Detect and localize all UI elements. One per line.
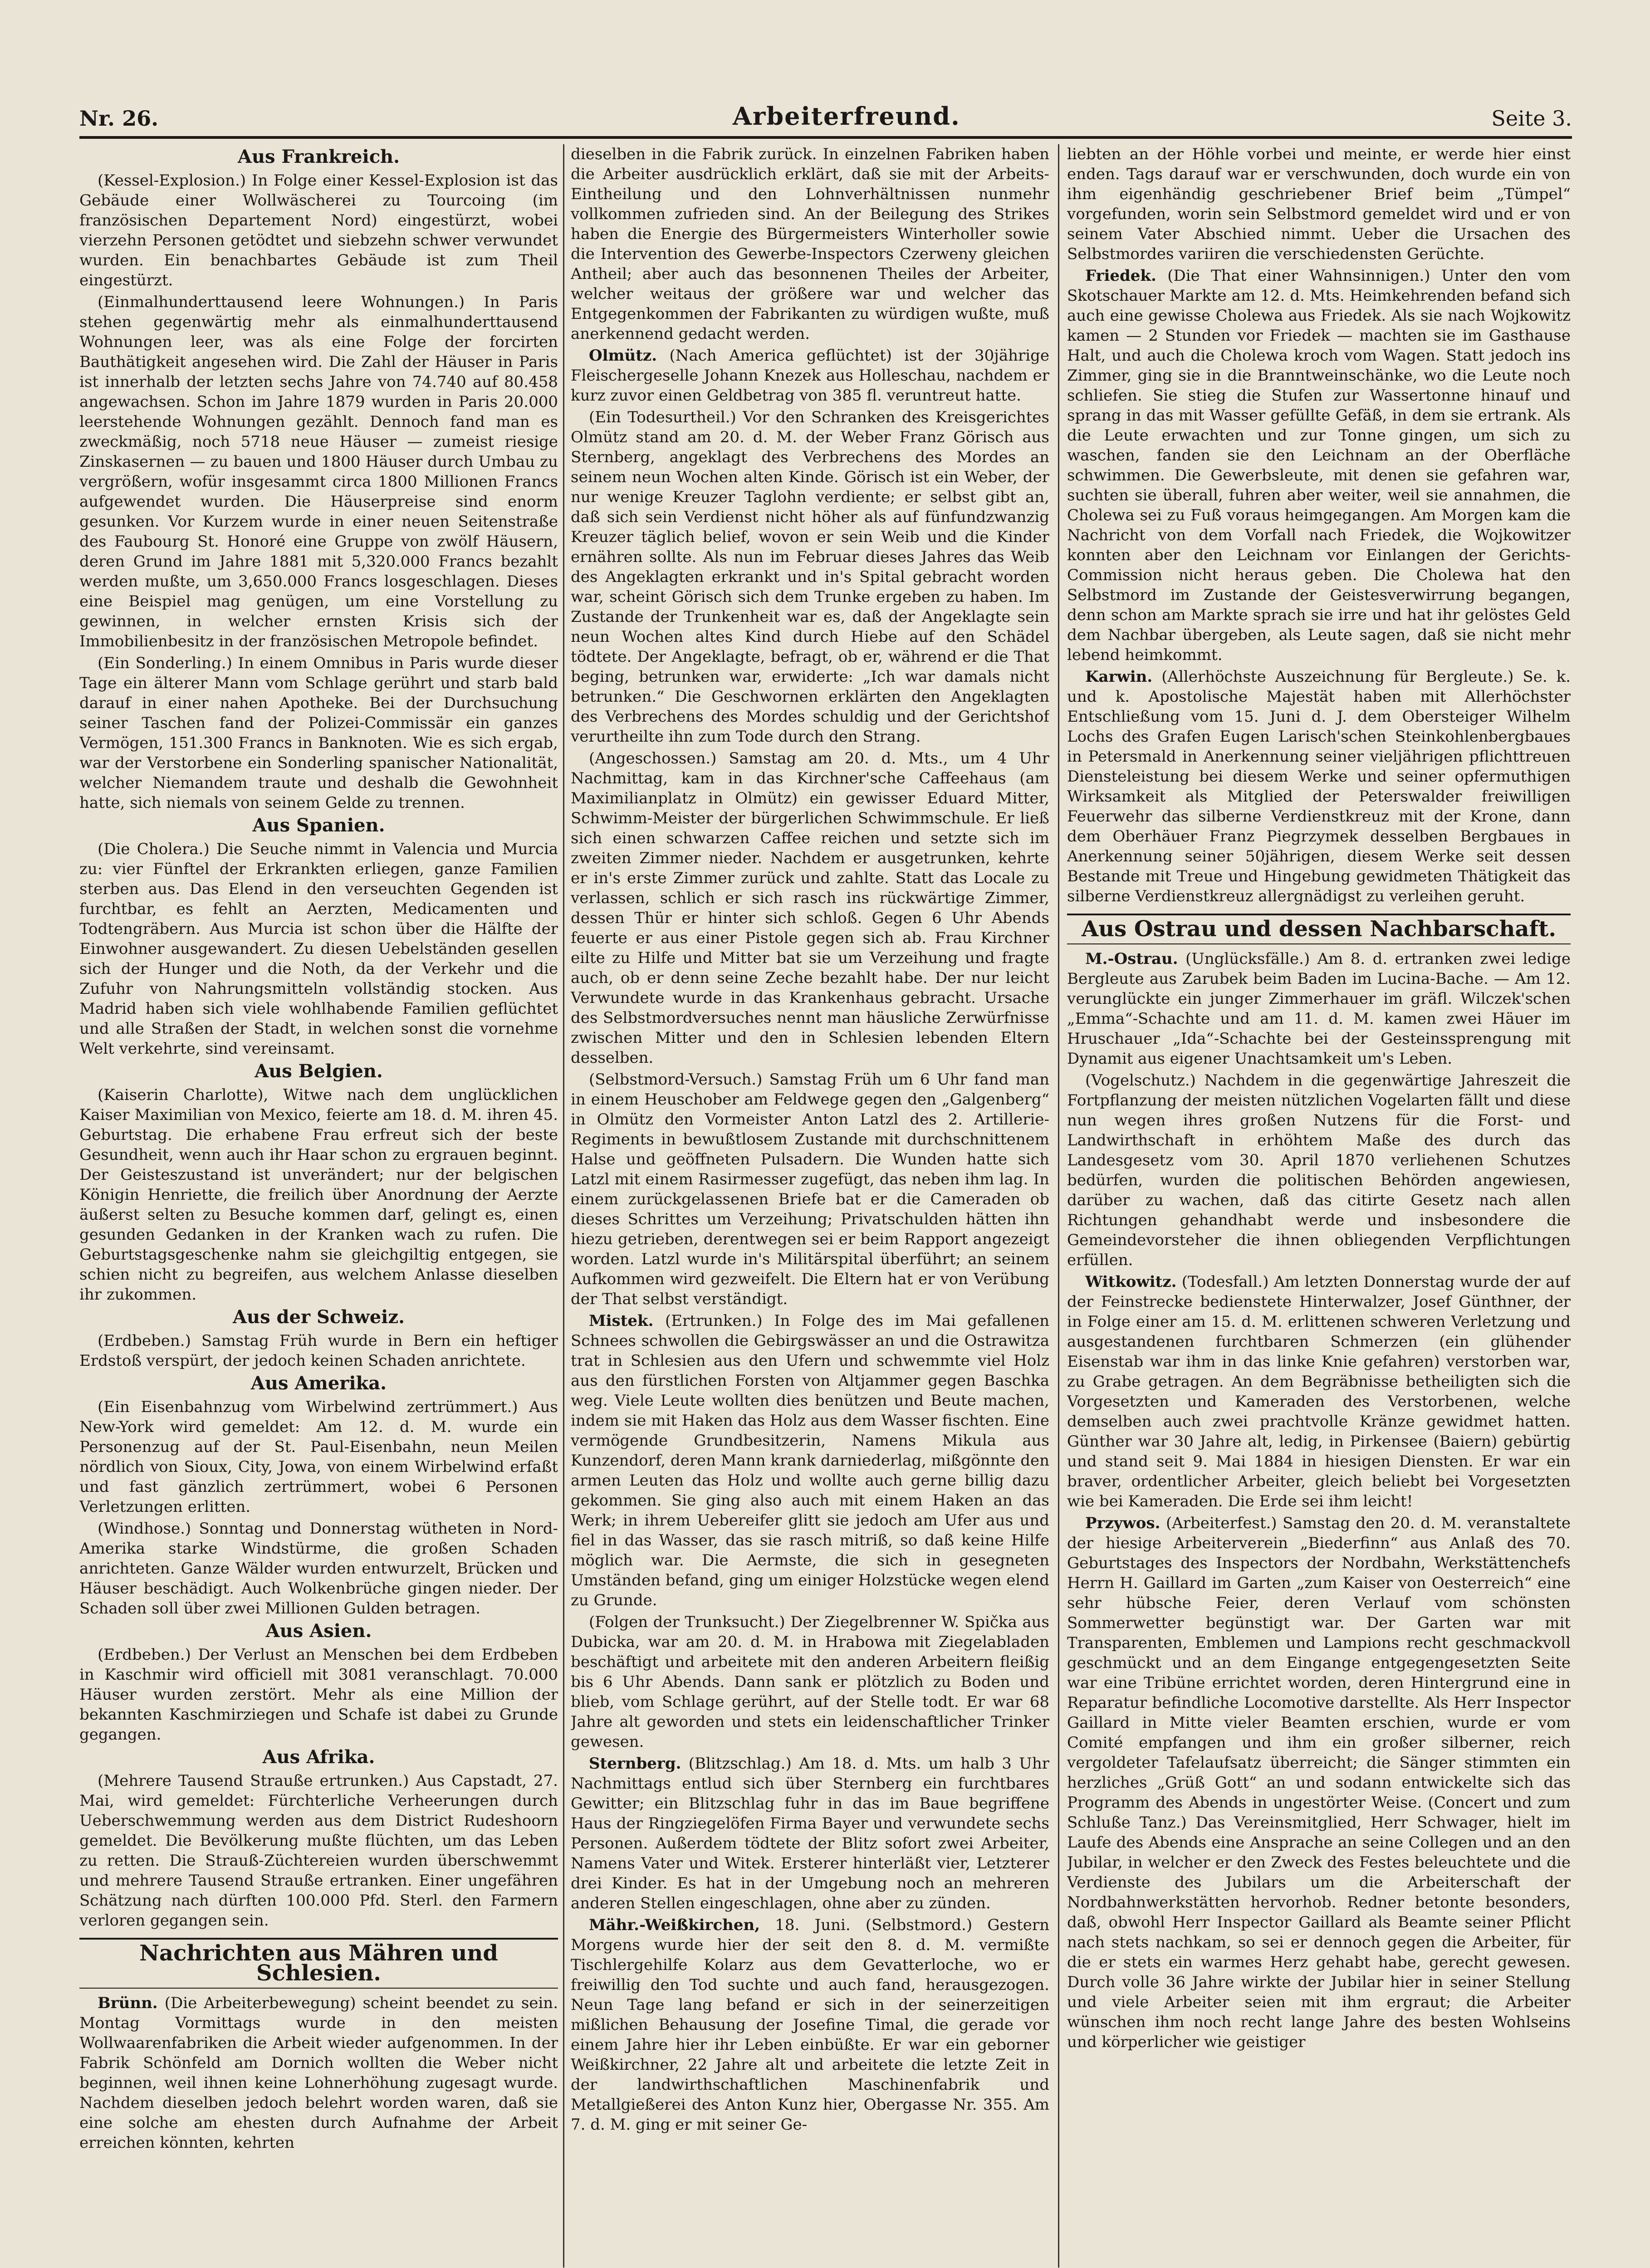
article-paragraph: dieselben in die Fabrik zurück. In einzelnen Fabriken haben die Arbeiter ausdrücklich erklärt, daß sie mit der Arbeits-Eintheilung und den Lohnverhältnissen nunmehr vollkommen zufrieden sind. An der Beilegung des Strikes haben die Energie des Bürgermeisters Winterholler sowie die Intervention des Gewerbe-Inspectors Czerweny gleichen Antheil; aber auch das besonnenen Theiles der Arbeiter, welcher weitaus der größere war und welcher das Entgegenkommen der Fabrikanten zu würdigen wußte, muß anerkennend gedacht werden.: [571, 145, 1049, 343]
article-paragraph: [1067, 266, 1571, 665]
page-number: Seite 3.: [1491, 106, 1572, 131]
article-text: (Arbeiterfest.) Samstag den 20. d. M. veranstaltete der hiesige Arbeiterverein „Biederfinn“ aus Anlaß des 70. Geburtstages des Inspectors der Nordbahn, Werkstättenchefs Herrn H. Gaillard im Garten „zum Kaiser von Oesterreich“ eine sehr hübsche Feier, deren Verlauf vom schönsten Sommerwetter begünstigt war. Der Garten war mit Transparenten, Emblemen und Lampions recht geschmackvoll geschmückt und an dem Eingange entgegengesetzten Seite war eine Tribüne errichtet worden, deren Hintergrund eine in Reparatur befindliche Locomotive darstellte. Als Herr Inspector Gaillard in Mitte vieler Beamten erschien, wurde er vom Comité empfangen und ihm ein großer silberner, reich vergoldeter Tafelaufsatz überreicht; die Sänger stimmten ein herzliches „Grüß Gott“ an und sodann entwickelte sich das Programm des Abends in ungestörter Weise. (Concert und zum Schluße Tanz.) Das Vereinsmitglied, Herr Schwager, hielt im Laufe des Abends eine Ansprache an seine Collegen und an den Jubilar, in welcher er den Zweck des Festes beleuchtete und die Verdienste des Jubilars um die Arbeiterschaft der Nordbahnwerkstätten hervorhob. Redner betonte besonders, daß, obwohl Herr Inspector Gaillard als Beamte seiner Pflicht nach stets nachkam, so sei er dennoch gegen die Arbeiter, für die er stets ein warmes Herz gehabt habe, gerecht gewesen. Durch volle 36 Jahre wirkte der Jubilar hier in seiner Stellung und viele Arbeiter seien mit ihm ergraut; die Arbeiter wünschen ihm noch recht lange Jahre des besten Wohlseins und körperlicher wie geistiger: [1067, 1514, 1571, 2051]
section-rule: [1067, 914, 1571, 915]
section-heading-frankreich: Aus Frankreich.: [237, 146, 400, 167]
article-paragraph: liebten an der Höhle vorbei und meinte, er werde hier einst enden. Tags darauf war er verschwunden, doch wurde ein von ihm eigenhändig geschriebener Brief beim „Tümpel“ vorgefunden, worin sein Selbstmord gemeldet wird und er von seinem Vater Abschied nimmt. Ueber die Ursachen des Selbstmordes variiren die verschiedensten Gerüchte.: [1067, 145, 1571, 263]
article-paragraph: (Kessel-Explosion.) In Folge einer Kessel-Explosion ist das Gebäude einer Wollwäscherei zu Tourcoing (im französischen Departement Nord) eingestürzt, wobei vierzehn Personen getödtet und siebzehn schwer verwundet wurden. Ein benachbartes Gebäude ist zum Theil eingestürzt.: [79, 171, 558, 289]
section-heading-schweiz: Aus der Schweiz.: [232, 1306, 405, 1328]
section-heading-maehren: Nachrichten aus Mähren und Schlesien.: [139, 1941, 498, 1986]
section-rule: [79, 1938, 558, 1940]
article-paragraph: (Die Cholera.) Die Seuche nimmt in Valencia und Murcia zu: vier Fünftel der Erkrankten erliegen, ganze Familien sterben aus. Das Elend in den verseuchten Gegenden ist furchtbar, es fehlt an Aerzten, Medicamenten und Todtengräbern. Aus Murcia ist schon über die Hälfte der Einwohner ausgewandert. Zu diesen Uebelständen gesellen sich der Hunger und die Noth, da der Verkehr und die Zufuhr von Nahrungsmitteln vollständig stocken. Aus Madrid haben sich viele wohlhabende Familien geflüchtet und alle Straßen der Stadt, in welchen sonst die vornehme Welt verkehrte, sind vereinsamt.: [79, 840, 558, 1058]
article-paragraph: [79, 1993, 558, 2153]
article-paragraph: (Windhose.) Sonntag und Donnerstag wütheten in Nord-Amerika starke Windstürme, die großen Schaden anrichteten. Ganze Wälder wurden entwurzelt, Brücken und Häuser beschädigt. Auch Wolkenbrüche gingen nieder. Der Schaden soll über zwei Millionen Gulden betragen.: [79, 1520, 558, 1618]
article-paragraph: (Erdbeben.) Der Verlust an Menschen bei dem Erdbeben in Kaschmir wird officiell mit 3081 veranschlagt. 70.000 Häuser wurden zerstört. Mehr als eine Million der bekannten Kaschmirziegen und Schafe ist dabei zu Grunde gegangen.: [79, 1646, 558, 1744]
article-paragraph: (Einmalhunderttausend leere Wohnungen.) In Paris stehen gegenwärtig mehr als einmalhunderttausend Wohnungen leer, was als eine Folge der forcirten Bauthätigkeit angesehen wird. Die Zahl der Häuser in Paris ist innerhalb der letzten sechs Jahre von 74.740 auf 80.458 angewachsen. Schon im Jahre 1879 wurden in Paris 20.000 leerstehende Wohnungen gezählt. Dennoch fand man es zweckmäßig, noch 5718 neue Häuser — zumeist riesige Zinskasernen — zu bauen und 1800 Häuser durch Umbau zu vergrößern, wofür insgesammt circa 1800 Millionen Francs aufgewendet wurden. Die Häuserpreise sind enorm gesunken. Vor Kurzem wurde in einer neuen Seitenstraße des Faubourg St. Honoré eine Gruppe von zwölf Häusern, deren Grund im Jahre 1881 mit 5,320.000 Francs bezahlt werden mußte, um 3,650.000 Francs losgeschlagen. Dieses eine Beispiel mag genügen, um eine Vorstellung zu gewinnen, in welcher ernsten Krisis sich der Immobilienbesitz in der französischen Metropole befindet.: [79, 293, 558, 650]
article-paragraph: (Angeschossen.) Samstag am 20. d. Mts., um 4 Uhr Nachmittag, kam in das Kirchner'sche Caffeehaus (am Maximilianplatz in Olmütz) ein gewisser Eduard Mitter, Schwimm-Meister der bürgerlichen Schwimmschule. Er ließ sich einen schwarzen Caffee reichen und setzte sich im zweiten Zimmer nieder. Nachdem er ausgetrunken, kehrte er in's erste Zimmer zurück und zahlte. Statt das Locale zu verlassen, schlich er sich rasch ins rückwärtige Zimmer, dessen Thür er hinter sich schloß. Gegen 6 Uhr Abends feuerte er aus einer Pistole gegen sich ab. Frau Kirchner eilte zu Hilfe und Mitter bat sie um Verzeihung und fragte auch, ob er denn seine Zeche bezahlt habe. Der nur leicht Verwundete wurde in das Krankenhaus gebracht. Ursache des Selbstmordversuches nennt man häusliche Zerwürfnisse zwischen Mitter und den in Schlesien lebenden Eltern desselben.: [571, 749, 1049, 1067]
place-name: Witkowitz.: [1085, 1273, 1177, 1291]
column-1: [79, 144, 558, 2268]
place-name: M.-Ostrau.: [1085, 950, 1178, 968]
column-2: [571, 144, 1049, 2268]
place-name: Sternberg.: [589, 1755, 681, 1773]
place-name: Karwin.: [1085, 668, 1153, 686]
section-heading-spanien: Aus Spanien.: [252, 815, 385, 836]
place-name: Mähr.-Weißkirchen,: [589, 1916, 760, 1934]
article-text: (Ertrunken.) In Folge des im Mai gefallenen Schnees schwollen die Gebirgswässer an und die Ostrawitza trat in Schlesien aus den Ufern und schwemmte viel Holz aus den fürstlichen Forsten von Altjammer gegen Baschka weg. Viele Leute wollten dies benützen und Beute machen, indem sie mit Haken das Holz aus dem Wasser fischten. Eine vermögende Grundbesitzerin, Namens Mikula aus Kunzendorf, deren Mann krank darniederlag, mißgönnte den armen Leuten das Holz und wollte auch gerne billig dazu gekommen. Sie ging also auch mit einem Haken an das Werk; in ihrem Uebereifer glitt sie jedoch am Ufer aus und fiel in das Wasser, das sie rasch mitriß, so daß keine Hilfe möglich war. Die Aermste, die sich in gesegneten Umständen befand, ging um einiger Holzstücke wegen elend zu Grunde.: [571, 1312, 1049, 1609]
article-paragraph: [571, 1915, 1049, 2135]
section-heading-amerika: Aus Amerika.: [250, 1373, 387, 1394]
place-name: Olmütz.: [589, 347, 657, 365]
article-paragraph: [571, 1311, 1049, 1610]
article-text: (Blitzschlag.) Am 18. d. Mts. um halb 3 Uhr Nachmittags entlud sich über Sternberg ein furchtbares Gewitter; ein Blitzschlag fuhr in das im Baue begriffene Haus der Ringziegelöfen Firma Bayer und verwundete sechs Personen. Außerdem tödtete der Blitz sofort zwei Arbeiter, Namens Vater und Witek. Ersterer hinterläßt vier, Letzterer drei Kinder. Es hat in der Umgebung noch an mehreren anderen Stellen eingeschlagen, ohne aber zu zünden.: [571, 1755, 1049, 1912]
place-name: Mistek.: [589, 1312, 654, 1330]
article-paragraph: (Ein Sonderling.) In einem Omnibus in Paris wurde dieser Tage ein älterer Mann vom Schlage gerührt und starb bald darauf in einer nahen Apotheke. Bei der Durchsuchung seiner Taschen fand der Polizei-Commissär ein ganzes Vermögen, 151.300 Francs in Banknoten. Wie es sich ergab, war der Verstorbene ein Sonderling spanischer Nationalität, welcher Niemandem traute und deshalb die Gewohnheit hatte, sich niemals von seinem Gelde zu trennen.: [79, 654, 558, 812]
article-text: (Die Arbeiterbewegung) scheint beendet zu sein. Montag Vormittags wurde in den meisten Wollwaarenfabriken die Arbeit wieder aufgenommen. In der Fabrik Schönfeld am Dornich wollten die Weber nicht beginnen, weil ihnen keine Lohnerhöhung zugesagt wurde. Nachdem dieselben jedoch belehrt worden waren, daß sie eine solche am ehesten durch Aufnahme der Arbeit erreichen könnten, kehrten: [79, 1994, 558, 2152]
place-name: Brünn.: [98, 1994, 158, 2012]
article-paragraph: (Ein Todesurtheil.) Vor den Schranken des Kreisgerichtes Olmütz stand am 20. d. M. der Weber Franz Görisch aus Sternberg, angeklagt des Verbrechens des Mordes an seinem neun Wochen alten Kinde. Görisch ist ein Weber, der nur wenige Kreuzer Taglohn verdiente; er selbst gibt an, daß sich sein Verdienst nicht höher als auf fünfundzwanzig Kreuzer täglich belief, wovon er sein Weib und die Kinder ernähren sollte. Als nun im Februar dieses Jahres das Weib des Angeklagten erkrankt und in's Spital gebracht worden war, scheint Görisch sich dem Trunke ergeben zu haben. Im Zustande der Trunkenheit war es, daß der Angeklagte sein neun Wochen altes Kind durch Hiebe auf den Schädel tödtete. Der Angeklagte, befragt, ob er, während er die That beging, betrunken war, erwiderte: „Ich war damals nicht betrunken.“ Die Geschwornen erklärten den Angeklagten des Verbrechens des Mordes schuldig und der Gerichtshof verurtheilte ihn zum Tode durch den Strang.: [571, 408, 1049, 746]
section-rule: [1067, 943, 1571, 944]
article-paragraph: [1067, 949, 1571, 1069]
section-heading-ostrau: Aus Ostrau und dessen Nachbarschaft.: [1081, 916, 1557, 942]
article-paragraph: (Vogelschutz.) Nachdem in die gegenwärtige Jahreszeit die Fortpflanzung der meisten nützlichen Vogelarten fällt und diese nun wegen ihres großen Nutzens für die Forst- und Landwirthschaft in erhöhtem Maße des durch das Landesgesetz vom 30. April 1870 verliehenen Schutzes bedürfen, wurden die politischen Behörden angewiesen, darüber zu wachen, daß das citirte Gesetz nach allen Richtungen gehandhabt werde und insbesondere die Gemeindevorsteher die ihnen obliegenden Verpflichtungen erfüllen.: [1067, 1071, 1571, 1269]
article-paragraph: (Folgen der Trunksucht.) Der Ziegelbrenner W. Spička aus Dubicka, war am 20. d. M. in Hrabowa mit Ziegelabladen beschäftigt und arbeitete mit den anderen Arbeitern fleißig bis 6 Uhr Abends. Dann sank er plötzlich zu Boden und blieb, vom Schlage gerührt, auf der Stelle todt. Er war 68 Jahre alt geworden und stets ein leidenschaftlicher Trinker gewesen.: [571, 1613, 1049, 1751]
column-divider: [1058, 144, 1059, 2268]
issue-number: Nr. 26.: [79, 106, 159, 131]
article-text: (Die That einer Wahnsinnigen.) Unter den vom Skotschauer Markte am 12. d. Mts. Heimkehrenden befand sich auch eine gewisse Cholewa aus Friedek. Als sie nach Wojkowitz kamen — 2 Stunden vor Friedek — machten sie im Gasthause Halt, und auch die Cholewa kroch vom Wagen. Statt jedoch ins Zimmer, ging sie in die Branntweinschänke, wo die Leute noch schliefen. Sie stieg die Stufen zur Wassertonne hinauf und sprang in das mit Wasser gefüllte Gefäß, in dem sie ertrank. Als die Leute erwachten und zur Tonne gingen, um sich zu waschen, fanden sie den Leichnam an der Oberfläche schwimmen. Die Gewerbsleute, mit denen sie gefahren war, suchten sie überall, fuhren aber weiter, weil sie annahmen, die Cholewa sei zu Fuß voraus heimgegangen. Am Morgen kam die Nachricht von dem Vorfall nach Friedek, die Wojkowitzer konnten aber den Leichnam vor Einlangen der Gerichts-Commission nicht heraus geben. Die Cholewa hat den Selbstmord im Zustande der Geistesverwirrung begangen, denn schon am Markte sprach sie irre und hat ihr gelöstes Geld dem Nachbar übergeben, als Leute sagen, daß sie nicht mehr lebend heimkommt.: [1067, 267, 1571, 664]
article-text: (Unglücksfälle.) Am 8. d. ertranken zwei ledige Bergleute aus Zarubek beim Baden im Lucina-Bache. — Am 12. verunglückte ein junger Zimmerhauer im gräfl. Wilczek'schen „Emma“-Schachte und am 11. d. M. kamen zwei Häuer im Hruschauer „Ida“-Schachte bei der Gesteinssprengung mit Dynamit aus eigener Unachtsamkeit um's Leben.: [1067, 950, 1571, 1068]
place-name: Friedek.: [1085, 267, 1156, 285]
masthead-title: Arbeiterfreund.: [733, 102, 960, 131]
article-paragraph: [1067, 667, 1571, 906]
article-text: (Allerhöchste Auszeichnung für Bergleute.) Se. k. und k. Apostolische Majestät haben mit Allerhöchster Entschließung vom 15. Juni d. J. dem Obersteiger Wilhelm Lochs des Grafen Eugen Larisch'schen Steinkohlenbergbaues in Petersmald in Anerkennung seiner vieljährigen pflichttreuen Diensteleistung bei diesem Werke und seiner opfermuthigen Wirksamkeit als Mitglied der Peterswalder freiwilligen Feuerwehr das silberne Verdienstkreuz mit der Krone, dann dem Oberhäuer Franz Piegrzymek desselben Bergbaues in Anerkennung seiner 50jährigen, diesem Werke seit dessen Bestande mit Treue und Hingebung gewidmeten Thätigkeit das silberne Verdienstkreuz allergnädigst zu verleihen geruht.: [1067, 668, 1571, 905]
column-divider: [563, 144, 564, 2268]
article-paragraph: (Selbstmord-Versuch.) Samstag Früh um 6 Uhr fand man in einem Heuschober am Feldwege gegen den „Galgenberg“ in Olmütz den Vormeister Anton Latzl des 2. Artillerie-Regiments in bewußtlosem Zustande mit durchschnittenem Halse und geöffneten Pulsadern. Die Wunden hatte sich Latzl mit einem Rasirmesser zugefügt, das neben ihm lag. In einem zurückgelassenen Briefe bat er die Cameraden ob dieses Schrittes um Verzeihung; Privatschulden hätten ihn hiezu getrieben, derentwegen sei er beim Rapport angezeigt worden. Latzl wurde in's Militärspital überführt; an seinem Aufkommen wird gezweifelt. Die Eltern hat er von Verübung der That selbst verständigt.: [571, 1070, 1049, 1308]
column-3: [1067, 144, 1571, 2268]
article-paragraph: [571, 1754, 1049, 1913]
section-rule: [79, 1988, 558, 1989]
section-heading-asien: Aus Asien.: [265, 1620, 372, 1642]
article-text: (Todesfall.) Am letzten Donnerstag wurde der auf der Feinstrecke bedienstete Hinterwalzer, Josef Günthner, der in Folge einer am 15. d. M. erlittenen schweren Verletzung und ausgestandenen furchtbaren Schmerzen (ein glühender Eisenstab war ihm in das linke Knie gefahren) verstorben war, zu Grabe getragen. An dem Begräbnisse betheiligten sich die Vorgesetzten und Kameraden des Verstorbenen, welche demselben auch zwei prachtvolle Kränze gewidmet hatten. Günther war 30 Jahre alt, ledig, in Pirkensee (Baiern) gebürtig und stand seit 9. Mai 1884 in hiesigen Diensten. Er war ein braver, ordentlicher Arbeiter, gleich beliebt bei Vorgesetzten wie bei Kameraden. Die Erde sei ihm leicht!: [1067, 1273, 1571, 1510]
header-rule: [79, 136, 1572, 139]
section-heading-afrika: Aus Afrika.: [262, 1746, 375, 1768]
article-paragraph: (Erdbeben.) Samstag Früh wurde in Bern ein heftiger Erdstoß verspürt, der jedoch keinen Schaden anrichtete.: [79, 1332, 558, 1370]
article-paragraph: (Mehrere Tausend Strauße ertrunken.) Aus Capstadt, 27. Mai, wird gemeldet: Fürchterliche Verheerungen durch Ueberschwemmung werden aus dem District Rudeshoorn gemeldet. Die Bevölkerung mußte flüchten, um das Leben zu retten. Die Strauß-Züchtereien wurden überschwemmt und mehrere Tausend Strauße ertranken. Einer ungefähren Schätzung nach dürften 100.000 Pfd. Sterl. den Farmern verloren gegangen sein.: [79, 1772, 558, 1930]
article-paragraph: (Ein Eisenbahnzug vom Wirbelwind zertrümmert.) Aus New-York wird gemeldet: Am 12. d. M. wurde ein Personenzug auf der St. Paul-Eisenbahn, neun Meilen nördlich von Sioux, City, Jowa, von einem Wirbelwind erfaßt und fast gänzlich zertrümmert, wobei 6 Personen Verletzungen erlitten.: [79, 1398, 558, 1516]
article-paragraph: [1067, 1272, 1571, 1511]
article-paragraph: (Kaiserin Charlotte), Witwe nach dem unglücklichen Kaiser Maximilian von Mexico, feierte am 18. d. M. ihren 45. Geburtstag. Die erhabene Frau erfreut sich der beste Gesundheit, wenn auch ihr Haar schon zu ergrauen beginnt. Der Geisteszustand ist unverändert; nur der belgischen Königin Henriette, die freilich über Anordnung der Aerzte äußerst selten zu Besuche kommen darf, gelingt es, einen gesunden Gedanken in der Kranken wach zu rufen. Die Geburtstagsgeschenke nahm sie gleichgiltig entgegen, sie schien nicht zu begreifen, aus welchem Anlasse dieselben ihr zukommen.: [79, 1086, 558, 1304]
article-paragraph: [571, 346, 1049, 406]
section-heading-belgien: Aus Belgien.: [255, 1061, 383, 1082]
article-text: (Nach America geflüchtet) ist der 30jährige Fleischergeselle Johann Knezek aus Holleschau, nachdem er kurz zuvor einen Geldbetrag von 385 fl. veruntreut hatte.: [571, 347, 1049, 405]
article-paragraph: [1067, 1513, 1571, 2052]
article-text: 18. Juni. (Selbstmord.) Gestern Morgens wurde hier der seit den 8. d. M. vermißte Tischlergehilfe Kolarz aus dem Gevatterloche, wo er freiwillig den Tod suchte und auch fand, herausgezogen. Neun Tage lang befand er sich in der seinerzeitigen mißlichen Behausung der Josefine Timal, die gerade vor einem Jahre hier ihr Leben einbüßte. Er war ein geborner Weißkirchner, 22 Jahre alt und arbeitete die letzte Zeit in der landwirthschaftlichen Maschinenfabrik und Metallgießerei des Anton Kunz hier, Obergasse Nr. 355. Am 7. d. M. ging er mit seiner Ge-: [571, 1916, 1049, 2134]
place-name: Przywos.: [1085, 1514, 1160, 1532]
